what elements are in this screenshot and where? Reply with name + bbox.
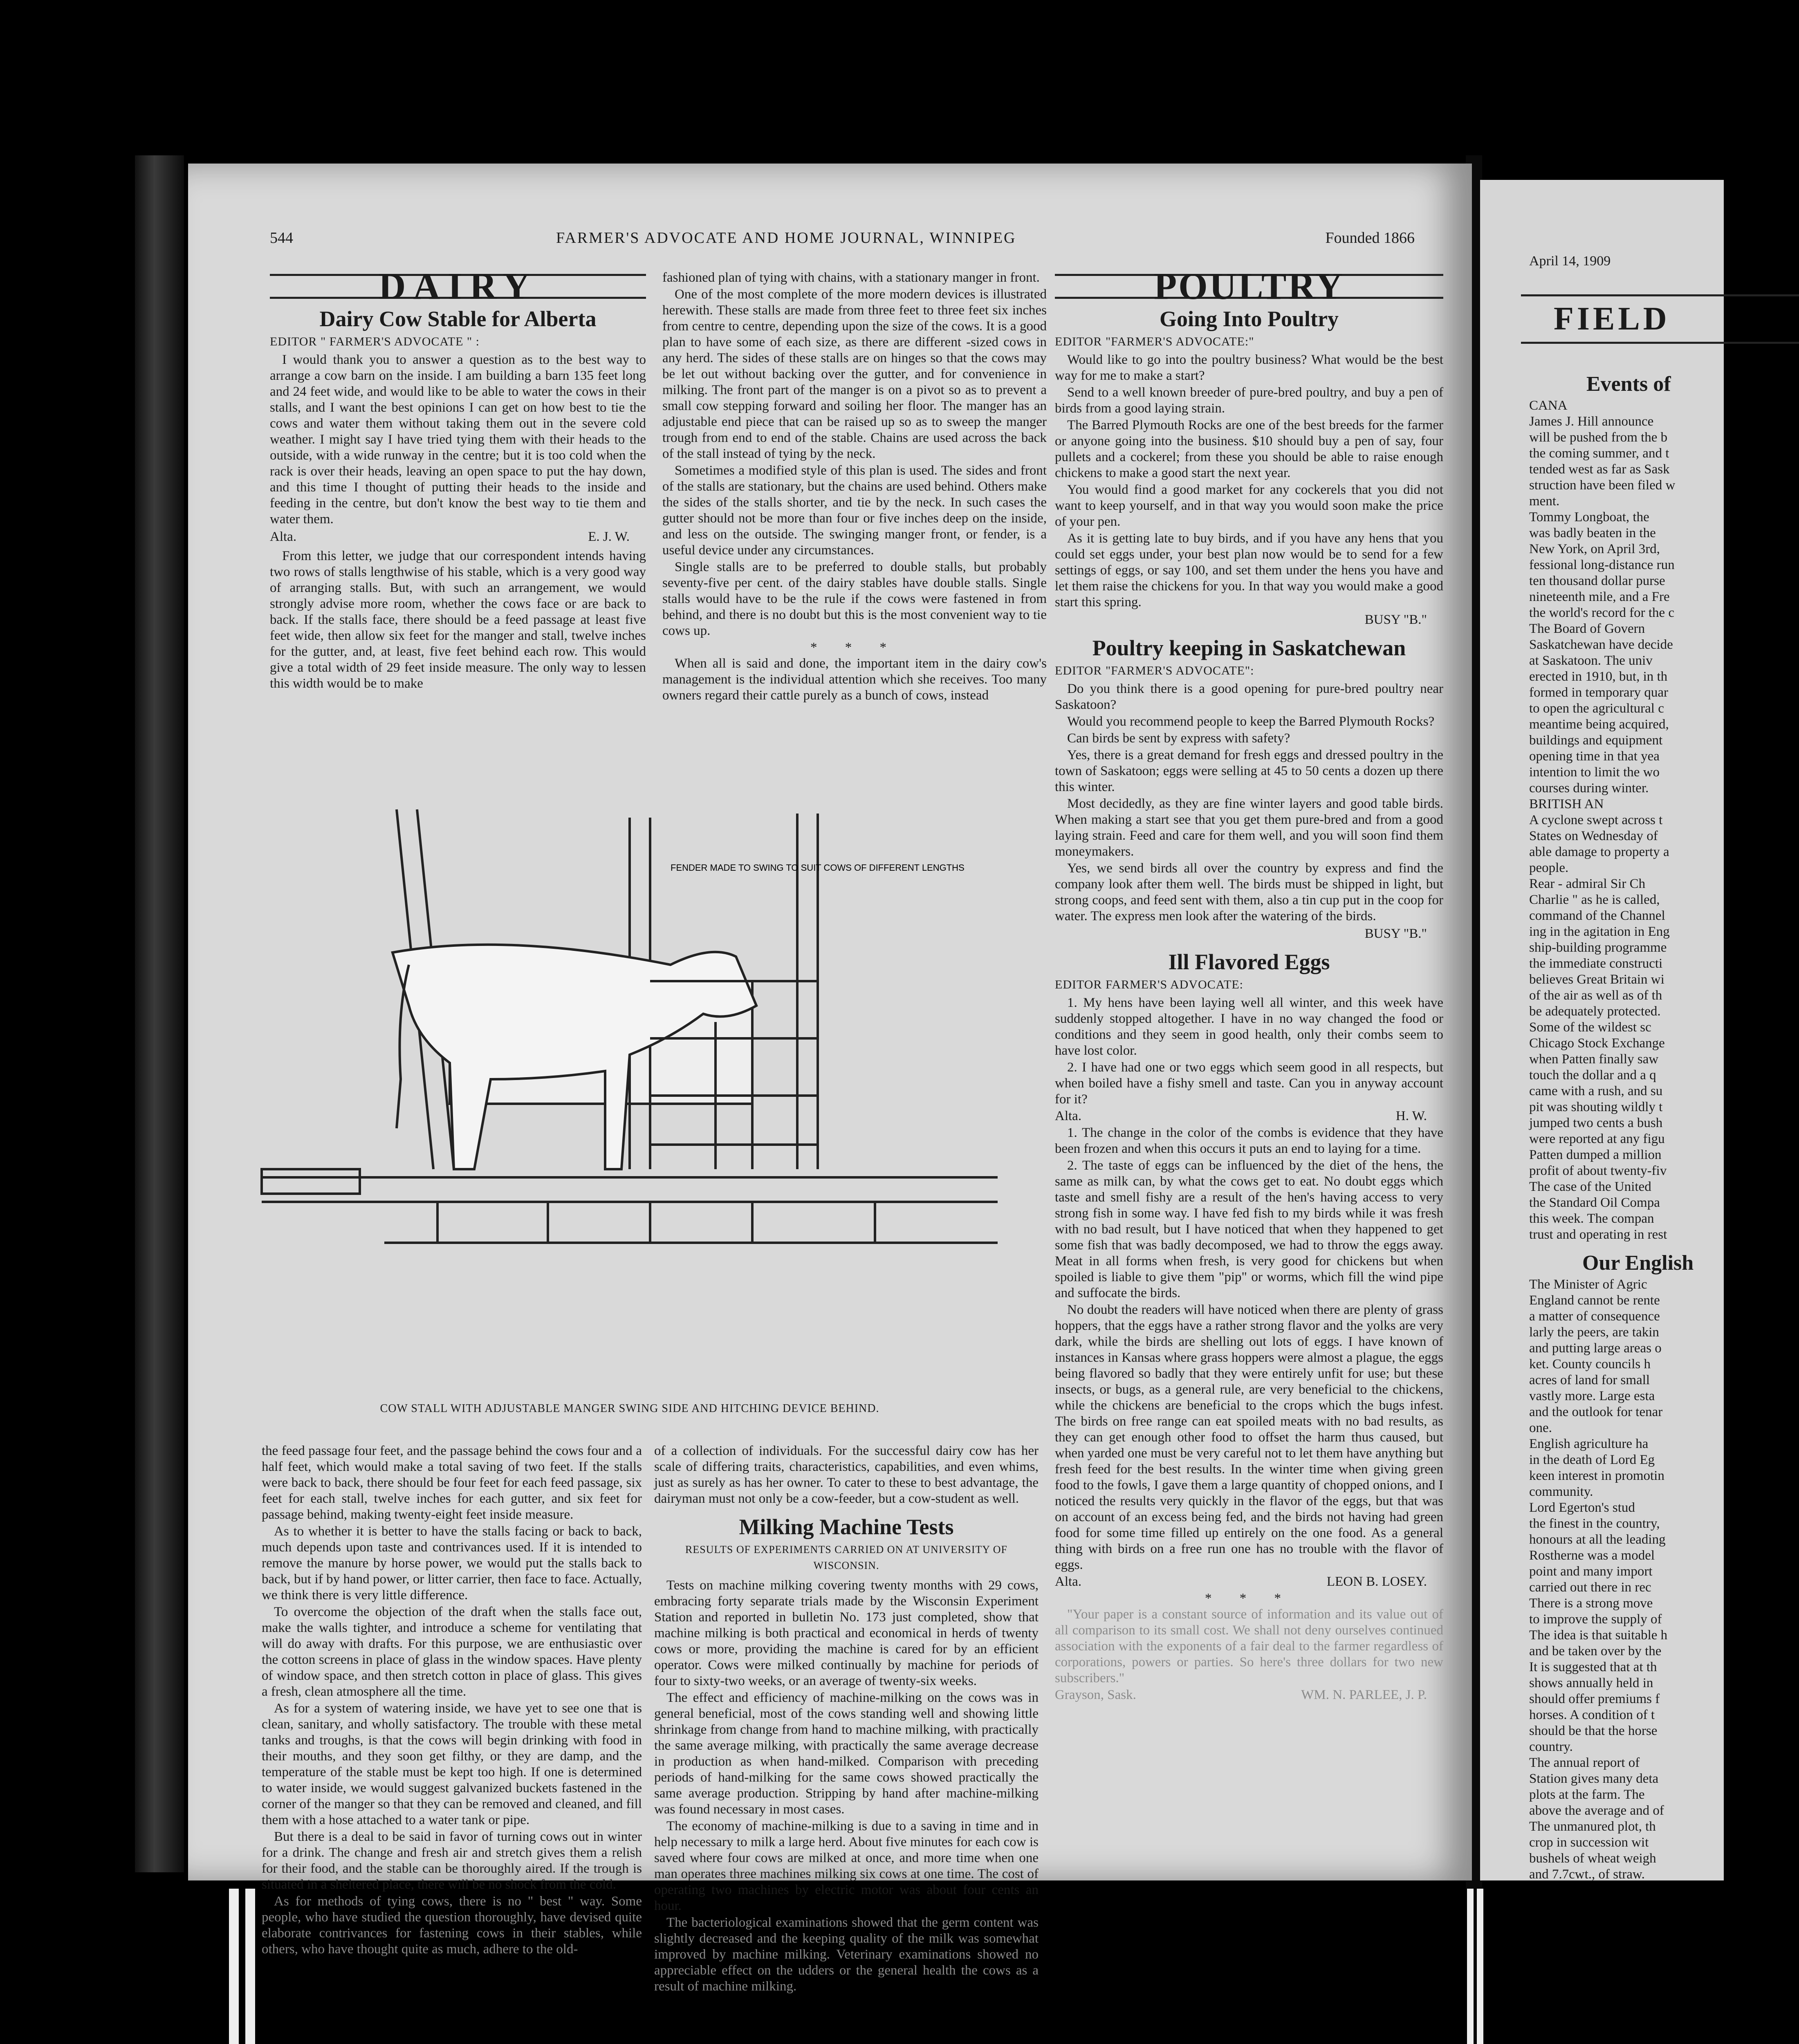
text-line: and be taken over by the (1529, 1644, 1662, 1659)
text-line: New York, on April 3rd, (1529, 542, 1660, 556)
text-line: above the average and of (1529, 1803, 1664, 1818)
text-line: pit was shouting wildly t (1529, 1100, 1663, 1114)
article-subtitle: RESULTS OF EXPERIMENTS CARRIED ON AT UNIVERSITY OF WISCONSIN. (685, 1544, 1007, 1571)
running-title: FARMER'S ADVOCATE AND HOME JOURNAL, WINNIPEG (556, 229, 1016, 247)
text-line: the immediate constructi (1529, 956, 1663, 971)
paragraph: The effect and efficiency of machine-milking on the cows was in general beneficial, most of the cows standing well and showing little shrinkage from change from hand to machine milking, with practically the same average milking, with practically the same average decrease in production as when hand-milked. Comparison with preceding periods of hand-milking for the same cows showed practically the same average production. Stripping by hand after machine-milking was found necessary in most cases. (654, 1690, 1039, 1817)
text-line: were reported at any figu (1529, 1132, 1665, 1146)
cow-stall-drawing (262, 809, 998, 1390)
text-line: shows annually held in (1529, 1676, 1653, 1690)
separator: * * * (1205, 1591, 1293, 1606)
text-line: intention to limit the wo (1529, 765, 1660, 780)
text-line: should offer premiums f (1529, 1692, 1660, 1706)
text-line: when Patten finally saw (1529, 1052, 1659, 1067)
text-line: horses. A condition of t (1529, 1708, 1655, 1722)
paragraph: Yes, we send birds all over the country by express and find the company look after them well. The birds must be shipped in light, but strong coops, and feed sent with them, also a tin cup put in the coop for water. The express men look after the watering of the birds. (1055, 861, 1443, 923)
text-line: The case of the United (1529, 1179, 1651, 1194)
text-line: England cannot be rente (1529, 1293, 1660, 1308)
text-line: It is suggested that at th (1529, 1660, 1657, 1674)
paragraph: 2. The taste of eggs can be influenced by the diet of the hens, the same as milk can, by what the cows get to eat. No doubt eggs which taste and smell fishy are a result of the hen's having access to very strong fish in some way. I have fed fish to my birds while it was fresh with no bad result, but I have noticed that when they happened to get some fish that was badly decomposed, we had to throw the eggs away. Meat in all forms when fresh, is very good for chickens but when spoiled is liable to give them "pip" or worms, which fill the wind pipe and suffocate the birds. (1055, 1158, 1443, 1300)
text-line: Patten dumped a million (1529, 1148, 1662, 1162)
text-line: of the air as well as of th (1529, 988, 1662, 1003)
paragraph: No doubt the readers will have noticed when there are plenty of grass hoppers, that the eggs have a rather strong flavor and the yolks are very dark, while the birds are shelling out lots of eggs. I have known of instances in Kansas where grass hoppers were almost a plague, the eggs being flavored so badly that they were entirely unfit for use; but these insects, or bugs, as a general rule, are very beneficial to the chickens, while the chickens are beneficial to the crops which the bugs infest. The birds on free range can eat spoiled meats with no bad results, as they can get enough other food to offset the harm thus caused, but when yarded one must be very careful not to let them have anything but fresh feed for the best results. In the winter time when giving green food to the fowls, I gave them a large quantity of chopped onions, and I noticed the results very quickly in the flavor of the eggs, but that was on account of an excess being fed, and the birds not having had green food for some time filled up entirely on the one food. As a general thing with birds on a free run one has no trouble with the flavor of eggs. (1055, 1302, 1443, 1572)
text-line: at Saskatoon. The univ (1529, 653, 1653, 668)
text-line: be adequately protected. (1529, 1004, 1661, 1019)
paragraph: I would thank you to answer a question as to the best way to arrange a cow barn on the inside. I am building a barn 135 feet long and 24 feet wide, and would like to be able to water the cows in their stalls, and I want the best opinions I can get on how best to tie the cows and water them without taking them out in the severe cold weather. I might say I have tried tying them with their heads to the outside, with a wide runway in the centre; but it is too cold when the rack is over their heads, leaving an open space to put the hay down, and this time I thought of putting their heads to the inside and feeding in the centre, but don't know the best way to tie them and water them. (270, 352, 646, 527)
text-line: ket. County councils h (1529, 1357, 1651, 1372)
events-column (1529, 372, 1774, 1883)
text-line: There is a strong move (1529, 1596, 1653, 1611)
text-line: and the outlook for tenar (1529, 1405, 1663, 1419)
paragraph: Tests on machine milking covering twenty months with 29 cows, embracing forty separate trials made by the Wisconsin Experiment Station and reported in bulletin No. 173 just completed, show that machine milking is both practical and economical in herds of twenty cows or more, providing the machine is cared for by an efficient operator. Cows were milked continually by machine for periods of four to sixty-two weeks, or an average of twenty-six weeks. (654, 1578, 1039, 1688)
article-title: Ill Flavored Eggs (1168, 950, 1330, 974)
text-line: CANA (1529, 398, 1568, 413)
text-line: the world's record for the c (1529, 605, 1675, 620)
text-line: The Minister of Agric (1529, 1277, 1647, 1292)
text-line: able damage to property a (1529, 845, 1669, 859)
text-line: honours at all the leading (1529, 1532, 1666, 1547)
paragraph: Yes, there is a great demand for fresh eggs and dressed poultry in the town of Saskatoon; eggs were selling at 45 to 50 cents a dozen up there this winter. (1055, 748, 1443, 794)
text-line: Rear - admiral Sir Ch (1529, 876, 1646, 891)
text-line: and 7.7cwt., of straw. (1529, 1867, 1645, 1882)
text-line: The idea is that suitable h (1529, 1628, 1668, 1643)
text-line: erected in 1910, but, in th (1529, 669, 1668, 684)
editor-line: EDITOR " FARMER'S ADVOCATE " : (270, 335, 480, 348)
dairy-column-2 (662, 270, 1047, 809)
text-line: English agriculture ha (1529, 1437, 1649, 1451)
text-line: opening time in that yea (1529, 749, 1660, 764)
paragraph: fashioned plan of tying with chains, with a stationary manger in front. (662, 270, 1040, 285)
text-line: keen interest in promotin (1529, 1468, 1664, 1483)
place: Alta. (1055, 1574, 1082, 1589)
article-title: Our English (1582, 1251, 1694, 1275)
text-line: will be pushed from the b (1529, 430, 1668, 445)
text-line: this week. The compan (1529, 1211, 1654, 1226)
signature: BUSY "B." (1364, 926, 1427, 941)
section-title-dairy: DAIRY (270, 274, 646, 299)
text-line: James J. Hill announce (1529, 414, 1654, 429)
dairy-column-2-lower (654, 1443, 1039, 1994)
paragraph: of a collection of individuals. For the successful dairy cow has her scale of differing traits, characteristics, capabilities, and even whims, just as surely as has her owner. To cater to these to best advantage, the dairyman must not only be a cow-feeder, but a cow-student as well. (654, 1443, 1039, 1506)
section-title-field: FIELD (1521, 294, 1799, 344)
section-title-poultry: POULTRY (1055, 274, 1443, 299)
paragraph: 1. The change in the color of the combs is evidence that they have been frozen and when this occurs it puts an end to laying for a time. (1055, 1125, 1443, 1156)
text-line: meantime being acquired, (1529, 717, 1669, 732)
editor-line: EDITOR "FARMER'S ADVOCATE:" (1055, 335, 1254, 348)
signature: BUSY "B." (1364, 612, 1427, 627)
text-line: in the death of Lord Eg (1529, 1452, 1655, 1467)
text-line: ing in the agitation in Eng (1529, 924, 1670, 939)
text-line: Some of the wildest sc (1529, 1020, 1651, 1035)
paragraph: the feed passage four feet, and the passage behind the cows four and a half feet, which would make a total saving of two feet. If the stalls were back to back, there should be four feet for each feed passage, six feet for each stall, twelve inches for each gutter, and six feet for passage behind, making twenty-eight feet inside measure. (262, 1443, 642, 1522)
binding-strip (245, 1889, 255, 2044)
english-lines (1529, 1277, 1774, 1883)
page-date: April 14, 1909 (1529, 253, 1611, 269)
text-line: was badly beaten in the (1529, 526, 1656, 540)
left-page (188, 164, 1472, 1994)
text-line: courses during winter. (1529, 781, 1649, 796)
text-line: acres of land for small (1529, 1373, 1650, 1387)
text-line: crop in succession wit (1529, 1835, 1649, 1850)
text-line: the Standard Oil Compa (1529, 1195, 1660, 1210)
text-line: touch the dollar and a q (1529, 1068, 1656, 1083)
text-line: people. (1529, 861, 1569, 875)
page-number: 544 (270, 229, 293, 247)
book-binding (135, 155, 184, 1872)
text-line: plots at the farm. The (1529, 1787, 1645, 1802)
signature: WM. N. PARLEE, J. P. (1301, 1688, 1427, 1702)
text-line: bushels of wheat weigh (1529, 1851, 1656, 1866)
text-line: struction have been filed w (1529, 478, 1676, 493)
paragraph: 1. My hens have been laying well all winter, and this week have suddenly stopped altogether. I have in no way changed the food or conditions and they seem in good health, only their combs seem to have lost color. (1055, 995, 1443, 1058)
dairy-column-1-lower (262, 1443, 642, 1957)
paragraph: When all is said and done, the important item in the dairy cow's management is the individual attention which she receives. Too many owners regard their cattle purely as a bunch of cows, instead (662, 656, 1047, 703)
binding-strip (229, 1889, 239, 2044)
signature: H. W. (1395, 1109, 1427, 1123)
text-line: The Board of Govern (1529, 621, 1645, 636)
text-line: believes Great Britain wi (1529, 972, 1664, 987)
paragraph: Would you recommend people to keep the Barred Plymouth Rocks? (1067, 714, 1435, 729)
running-header (270, 229, 1415, 253)
text-line: profit of about twenty-fiv (1529, 1163, 1667, 1178)
paragraph: As for a system of watering inside, we have yet to see one that is clean, sanitary, and wholly satisfactory. The trouble with these metal tanks and troughs, is that the cows will begin drinking with food in their mouths, and they soon get filthy, or they are damp, and the temperature of the stable must be kept too high. If one is determined to water inside, we would suggest galvanized buckets fastened in the corner of the manger so that they can be removed and cleaned, and fill them with a hose attached to a water tank or pipe. (262, 1701, 642, 1827)
paragraph: 2. I have had one or two eggs which seem good in all respects, but when boiled have a fishy smell and taste. Can you in anyway account for it? (1055, 1060, 1443, 1107)
text-line: ship-building programme (1529, 940, 1667, 955)
text-line: country. (1529, 1739, 1573, 1754)
signature: LEON B. LOSEY. (1326, 1574, 1427, 1589)
text-line: tended west as far as Sask (1529, 462, 1670, 477)
paragraph: Send to a well known breeder of pure-bred poultry, and buy a pen of birds from a good laying strain. (1055, 385, 1443, 416)
text-line: Saskatchewan have decide (1529, 637, 1673, 652)
text-line: Station gives many deta (1529, 1771, 1659, 1786)
text-line: to open the agricultural c (1529, 701, 1664, 716)
text-line: command of the Channel (1529, 908, 1665, 923)
text-line: BRITISH AN (1529, 797, 1604, 811)
text-line: a matter of consequence (1529, 1309, 1660, 1324)
binding-strip (1467, 1889, 1474, 2044)
text-line: ment. (1529, 494, 1560, 509)
text-line: point and many import (1529, 1564, 1653, 1579)
article-title: Poultry keeping in Saskatchewan (1092, 636, 1406, 660)
figure-note: FENDER MADE TO SWING TO SUIT COWS OF DIFFERENT LENGTHS (671, 863, 965, 873)
text-line: trust and operating in rest (1529, 1227, 1667, 1242)
text-line: should be that the horse (1529, 1724, 1658, 1738)
text-line: jumped two cents a bush (1529, 1116, 1663, 1130)
cow-stall-illustration (262, 809, 998, 1427)
paragraph: Do you think there is a good opening for pure-bred poultry near Saskatoon? (1055, 681, 1443, 712)
paragraph: "Your paper is a constant source of information and its value out of all comparison to its small cost. We shall not deny ourselves continued association with the exponents of a fair deal to the farmer regardless of corporations, powers or parties. So here's three dollars for two new subscribers." (1055, 1607, 1443, 1685)
text-line: vastly more. Large esta (1529, 1389, 1655, 1403)
figure-caption: COW STALL WITH ADJUSTABLE MANGER SWING SIDE AND HITCHING DEVICE BEHIND. (380, 1402, 879, 1415)
text-line: The annual report of (1529, 1755, 1640, 1770)
poultry-column (1055, 265, 1443, 1852)
place: Alta. (270, 529, 297, 544)
text-line: Chicago Stock Exchange (1529, 1036, 1665, 1051)
editor-line: EDITOR FARMER'S ADVOCATE: (1055, 978, 1244, 991)
signature: E. J. W. (588, 529, 630, 544)
text-line: carried out there in rec (1529, 1580, 1651, 1595)
paragraph: As for methods of tying cows, there is no " best " way. Some people, who have studied the question thoroughly, have devised quite elaborate contrivances for fastening cows in their stables, while others, who have thought quite as much, adhere to the old- (262, 1894, 642, 1957)
text-line: fessional long-distance run (1529, 558, 1675, 572)
text-line: Charlie " as he is called, (1529, 892, 1660, 907)
paragraph: Can birds be sent by express with safety? (1067, 731, 1290, 746)
paragraph: The bacteriological examinations showed that the germ content was slightly decreased and the keeping quality of the milk was somewhat improved by machine milking. Veterinary examinations showed no appreciable effect on the udders or the general health the cows as a result of machine milking. (654, 1915, 1039, 1994)
text-line: Tommy Longboat, the (1529, 510, 1649, 524)
text-line: Lord Egerton's stud (1529, 1500, 1635, 1515)
paragraph: The economy of machine-milking is due to a saving in time and in help necessary to milk a large herd. About five minutes for each cow is saved where four cows are milked at once, and more time when one man operates three machines milking six cows at one time. The cost of operating two machines by electric motor was about four cents an hour. (654, 1819, 1039, 1913)
paragraph: To overcome the objection of the draft when the stalls face out, make the walls tighter, and introduce a scheme for ventilating that will do away with drafts. For this purpose, we are enthusiastic over the cotton screens in place of glass in the window spaces. Have plenty of window space, and then stretch cotton in place of glass. This gives a fresh, clean atmosphere all the time. (262, 1605, 642, 1699)
text-line: came with a rush, and su (1529, 1084, 1663, 1098)
paragraph: The Barred Plymouth Rocks are one of the best breeds for the farmer or anyone going into the business. $10 should buy a pen of say, four pullets and a cockerel; from these you should be able to raise enough chickens to make a good start the next year. (1055, 418, 1443, 480)
article-title: Dairy Cow Stable for Alberta (319, 307, 597, 331)
paragraph: From this letter, we judge that our correspondent intends having two rows of stalls lengthwise of his stable, which is a very good way of arranging stalls. But, with such an arrangement, we would strongly advise more room, whether the cows face or are back to back. If the stalls face, there should be a feed passage at least five feet wide, then allow six feet for the manger and stall, twelve inches for the gutter, and, at least, five feet behind each row. This would give a total width of 29 feet inside measure. The only way to lessen this width would be to make (270, 549, 646, 691)
article-title: Milking Machine Tests (739, 1515, 954, 1539)
paragraph: Most decidedly, as they are fine winter layers and good table birds. When making a start see that you get them pure-bred and from a good laying strain. Feed and care for them well, and you will soon find them moneymakers. (1055, 796, 1443, 859)
paragraph: One of the most complete of the more modern devices is illustrated herewith. These stalls are made from three feet to three feet six inches from centre to centre, depending upon the size of the cows. It is a good plan to have some of each size, as there are different -sized cows in any herd. The sides of these stalls are on hinges so that the cows may be let out without backing over the gutter, and for convenience in milking. The front part of the manger is on a pivot so as to prevent a small cow stepping forward and soiling her floor. The manger has an adjustable end piece that can be raised up so as to sweep the manger trough from end to end of the stable. Chains are used across the back of the stall instead of tying by the neck. (662, 287, 1047, 461)
text-line: to improve the supply of (1529, 1612, 1662, 1627)
text-line: Rostherne was a model (1529, 1548, 1655, 1563)
editor-line: EDITOR "FARMER'S ADVOCATE": (1055, 664, 1254, 677)
founded-note: Founded 1866 (1325, 229, 1415, 247)
paragraph: Single stalls are to be preferred to double stalls, but probably seventy-five per cent. of the dairy stables have double stalls. Single stalls would have to be the rule if the cows were fastened in from behind, and there is no doubt but this is the most convenient way to tie cows up. (662, 560, 1047, 638)
article-title: Events of (1586, 372, 1671, 396)
text-line: one. (1529, 1421, 1552, 1435)
text-line: ten thousand dollar purse (1529, 574, 1665, 588)
paragraph: Would like to go into the poultry business? What would be the best way for me to make a start? (1055, 352, 1443, 383)
text-line: the finest in the country, (1529, 1516, 1660, 1531)
text-line: A cyclone swept across t (1529, 813, 1663, 827)
dairy-column-1 (270, 265, 646, 809)
paragraph: Sometimes a modified style of this plan is used. The sides and front of the stalls are stationary, but the chains are used behind. Others make the sides of the stalls shorter, and tie by the neck. In such cases the gutter should not be more than four or five inches deep on the inside, and less on the outside. The swinging manger front, or fender, is a useful device under any circumstances. (662, 463, 1047, 558)
text-line: formed in temporary quar (1529, 685, 1668, 700)
text-line: The unmanured plot, th (1529, 1819, 1656, 1834)
text-line: larly the peers, are takin (1529, 1325, 1659, 1340)
paragraph: As to whether it is better to have the stalls facing or back to back, much depends upon taste and contrivances used. If it is intended to remove the manure by horse power, we would put the stalls back to back, but if by hand power, or litter carrier, then face to face. Actually, we think there is very little difference. (262, 1524, 642, 1602)
paragraph: As it is getting late to buy birds, and if you have any hens that you could set eggs under, your best plan now would be to send for a few settings of eggs, or say 100, and set them under the hens you have and let them raise the chickens for you. In that way you would make a good start this spring. (1055, 531, 1443, 610)
text-line: nineteenth mile, and a Fre (1529, 589, 1670, 604)
article-title: Going Into Poultry (1159, 307, 1339, 331)
paragraph: But there is a deal to be said in favor of turning cows out in winter for a drink. The change and fresh air and stretch gives them a relish for their food, and the stable can be thoroughly aired. If the trough is situated in a sheltered place, there will be no shock from the cold. (262, 1829, 642, 1892)
text-line: and putting large areas o (1529, 1341, 1662, 1356)
binding-strip (1477, 1889, 1483, 2044)
right-page (1480, 180, 1724, 1880)
events-lines (1529, 398, 1774, 1243)
text-line: buildings and equipment (1529, 733, 1663, 748)
text-line: community. (1529, 1484, 1593, 1499)
text-line: States on Wednesday of (1529, 829, 1658, 843)
separator: * * * (810, 640, 899, 655)
place: Alta. (1055, 1109, 1082, 1123)
place: Grayson, Sask. (1055, 1688, 1136, 1702)
paragraph: You would find a good market for any cockerels that you did not want to keep yourself, and in that way you would soon make the price of your pen. (1055, 482, 1443, 529)
text-line: the coming summer, and t (1529, 446, 1669, 461)
